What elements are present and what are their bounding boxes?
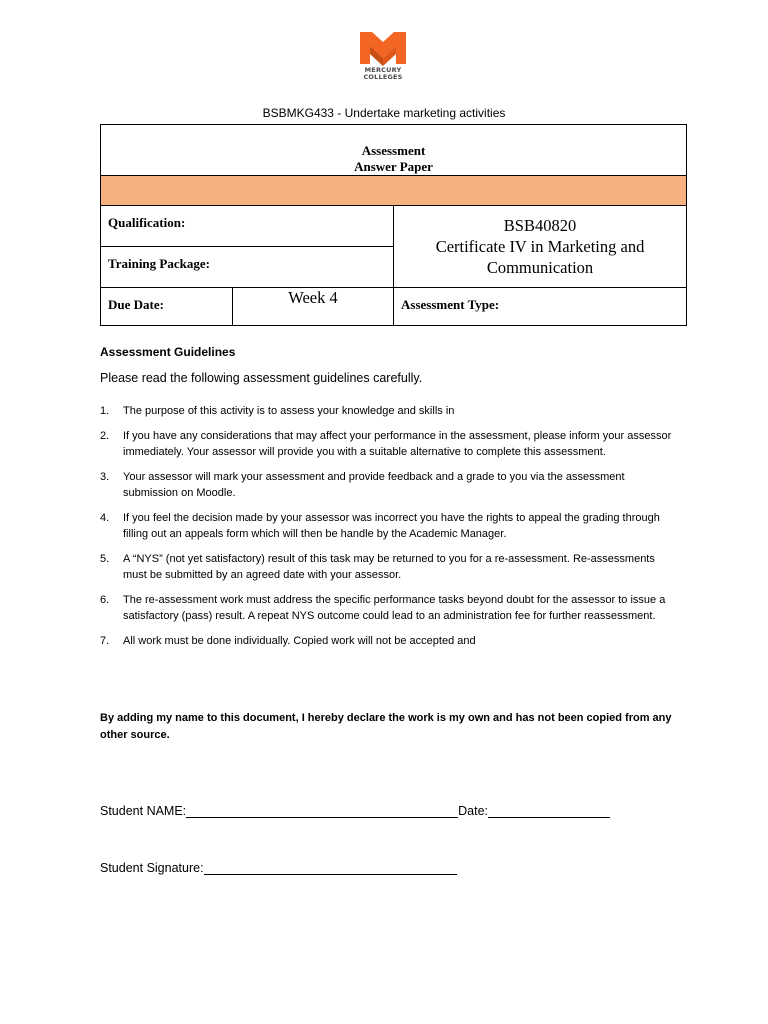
orange-band [101,176,687,206]
list-item-text: The re-assessment work must address the specific performance tasks beyond doubt for the assessor to issue a satisfactory (pass) result. A repeat NYS outcome could lead to an administration fee for further reassessment. [123,593,666,622]
qualification-name-line-1: Certificate IV in Marketing and [435,237,645,256]
list-item-text: If you feel the decision made by your assessor was incorrect you have the rights to appeal the grading through filling out an appeals form which will then be handle by the Academic Manager. [123,511,660,540]
training-package-label: Training Package: [101,247,394,288]
due-date-label: Due Date: [101,288,233,326]
student-signature-label: Student Signature: [100,861,204,875]
list-item [100,469,680,502]
list-item-number: 2. [100,429,110,442]
due-date-value: Week 4 [233,288,394,326]
guidelines-list [100,403,680,657]
list-item-text: If you have any considerations that may affect your performance in the assessment, please inform your assessor immediately. Your assessor will provide you with a suitable alternative to complete this assessment. [123,429,672,458]
list-item-number: 3. [100,470,110,483]
list-item-text: The purpose of this activity is to assess your knowledge and skills in [123,405,455,417]
qualification-name-line-2: Communication [486,258,594,277]
logo-wordmark [352,67,414,81]
list-item-text: All work must be done individually. Copied work will not be accepted and [123,634,476,647]
list-item-number: 5. [100,552,110,565]
list-item [100,592,680,625]
list-item-text: Your assessor will mark your assessment and provide feedback and a grade to you via the assessment submission on Moodle. [123,470,625,499]
list-item-number: 6. [100,593,110,606]
qualification-label: Qualification: [101,206,394,247]
assessment-title-cell [101,125,687,176]
list-item-number: 7. [100,634,110,647]
title-line-2: Answer Paper [354,159,433,174]
logo-line-1: MERCURY [364,66,402,74]
student-name-label: Student NAME: [100,804,187,818]
declaration-text: By adding my name to this document, I hereby declare the work is my own and has not been copied from any other source. [100,712,672,741]
date-input-line[interactable] [488,803,610,818]
list-item [100,633,680,650]
list-item [100,428,680,461]
document-title: BSBMKG433 - Undertake marketing activities [262,106,506,120]
list-item-number: 1. [100,405,110,417]
date-label: Date: [458,804,489,818]
guidelines-intro: Please read the following assessment guidelines carefully. [100,371,423,385]
student-name-input-line[interactable] [186,803,458,818]
student-signature-input-line[interactable] [204,860,457,875]
student-name-row [100,803,610,818]
list-item [100,403,680,420]
logo-line-2: COLLEGES [363,73,403,81]
list-item [100,551,680,584]
list-item-number: 4. [100,511,110,524]
qualification-value-cell [394,206,687,288]
assessment-header-table [100,124,687,326]
assessment-type-label: Assessment Type: [394,288,687,326]
guidelines-heading: Assessment Guidelines [100,345,236,359]
student-signature-row [100,860,457,875]
qualification-code: BSB40820 [503,216,577,235]
list-item [100,510,680,543]
title-line-1: Assessment [361,143,426,158]
list-item-text: A “NYS” (not yet satisfactory) result of this task may be returned to you for a re-assessment. Re-assessments must be submitted by an agreed date with your assessor. [123,552,655,581]
